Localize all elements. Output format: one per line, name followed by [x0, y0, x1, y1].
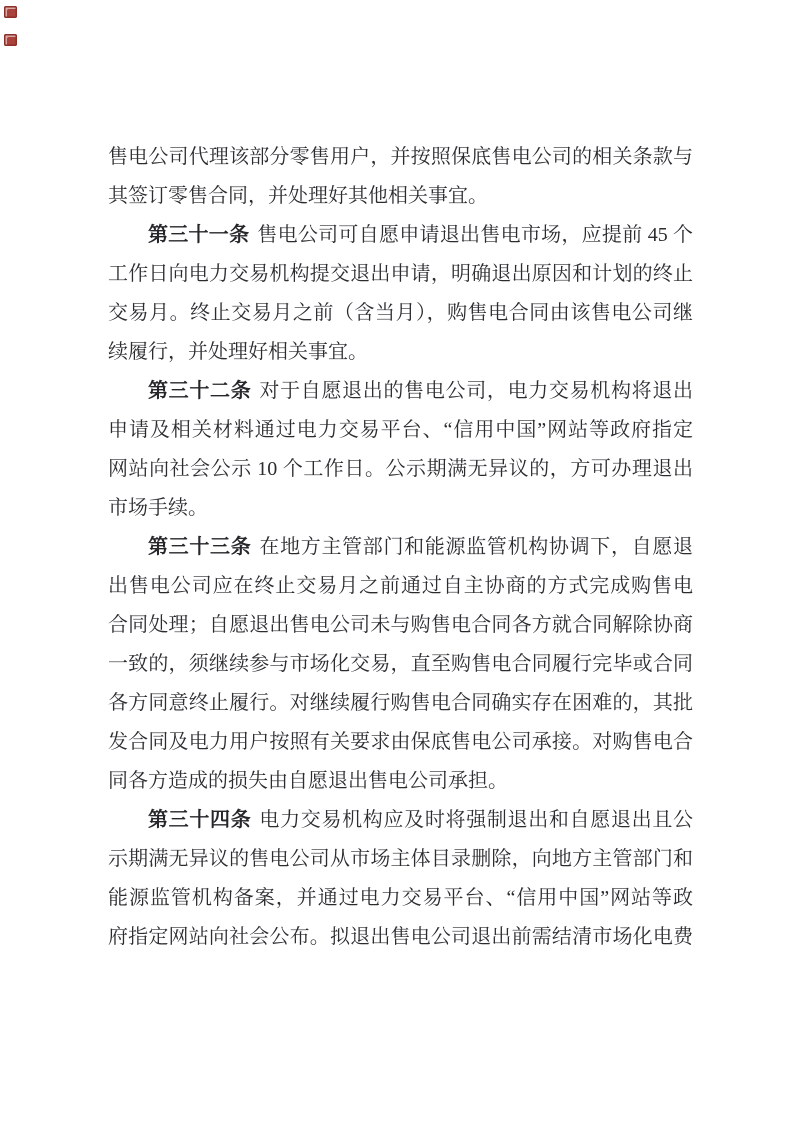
- article-number: 第三十二条: [148, 380, 252, 402]
- document-text-block: [108, 138, 693, 957]
- line-text: 一致的，须继续参与市场化交易，直至购售电合同履行完毕或合同: [108, 653, 693, 675]
- line-text: 市场手续。: [108, 497, 208, 519]
- document-line: [108, 684, 693, 723]
- document-line: [108, 879, 693, 918]
- line-text: 售电公司代理该部分零售用户，并按照保底售电公司的相关条款与: [108, 146, 693, 168]
- line-text: 能源监管机构备案，并通过电力交易平台、“信用中国”网站等政: [108, 887, 693, 909]
- line-text: 合同处理；自愿退出售电公司未与购售电合同各方就合同解除协商: [108, 614, 693, 636]
- document-line: [108, 450, 693, 489]
- document-line: [108, 840, 693, 879]
- line-text: 示期满无异议的售电公司从市场主体目录删除，向地方主管部门和: [108, 848, 693, 870]
- document-line: [108, 255, 693, 294]
- article-number: 第三十四条: [148, 809, 252, 831]
- document-line: [108, 918, 693, 957]
- line-text: 申请及相关材料通过电力交易平台、“信用中国”网站等政府指定: [108, 419, 693, 441]
- line-text: 续履行，并处理好相关事宜。: [108, 341, 368, 363]
- broken-image-icon: [4, 34, 17, 46]
- document-line: [108, 216, 693, 255]
- line-text: 各方同意终止履行。对继续履行购售电合同确实存在困难的，其批: [108, 692, 693, 714]
- document-line: [108, 762, 693, 801]
- line-text: 网站向社会公示 10 个工作日。公示期满无异议的，方可办理退出: [108, 458, 693, 480]
- line-text: 对于自愿退出的售电公司，电力交易机构将退出: [259, 380, 693, 402]
- line-text: 售电公司可自愿申请退出售电市场，应提前 45 个: [257, 224, 693, 246]
- line-text: 府指定网站向社会公布。拟退出售电公司退出前需结清市场化电费: [108, 926, 693, 948]
- line-text: 交易月。终止交易月之前（含当月），购售电合同由该售电公司继: [108, 302, 693, 324]
- line-text: 工作日向电力交易机构提交退出申请，明确退出原因和计划的终止: [108, 263, 693, 285]
- line-text: 电力交易机构应及时将强制退出和自愿退出且公: [259, 809, 693, 831]
- document-line: [108, 489, 693, 528]
- document-line: [108, 333, 693, 372]
- line-text: 发合同及电力用户按照有关要求由保底售电公司承接。对购售电合: [108, 731, 693, 753]
- document-line: [108, 723, 693, 762]
- document-line: [108, 645, 693, 684]
- broken-image-icon: [4, 6, 17, 18]
- document-line: [108, 138, 693, 177]
- line-text: 同各方造成的损失由自愿退出售电公司承担。: [108, 770, 508, 792]
- document-line: [108, 411, 693, 450]
- document-line: [108, 801, 693, 840]
- document-line: [108, 294, 693, 333]
- document-line: [108, 567, 693, 606]
- document-line: [108, 606, 693, 645]
- document-line: [108, 372, 693, 411]
- line-text: 在地方主管部门和能源监管机构协调下，自愿退: [259, 536, 693, 558]
- article-number: 第三十一条: [148, 224, 250, 246]
- article-number: 第三十三条: [148, 536, 252, 558]
- line-text: 出售电公司应在终止交易月之前通过自主协商的方式完成购售电: [108, 575, 693, 597]
- line-text: 其签订零售合同，并处理好其他相关事宜。: [108, 185, 488, 207]
- document-line: [108, 177, 693, 216]
- document-line: [108, 528, 693, 567]
